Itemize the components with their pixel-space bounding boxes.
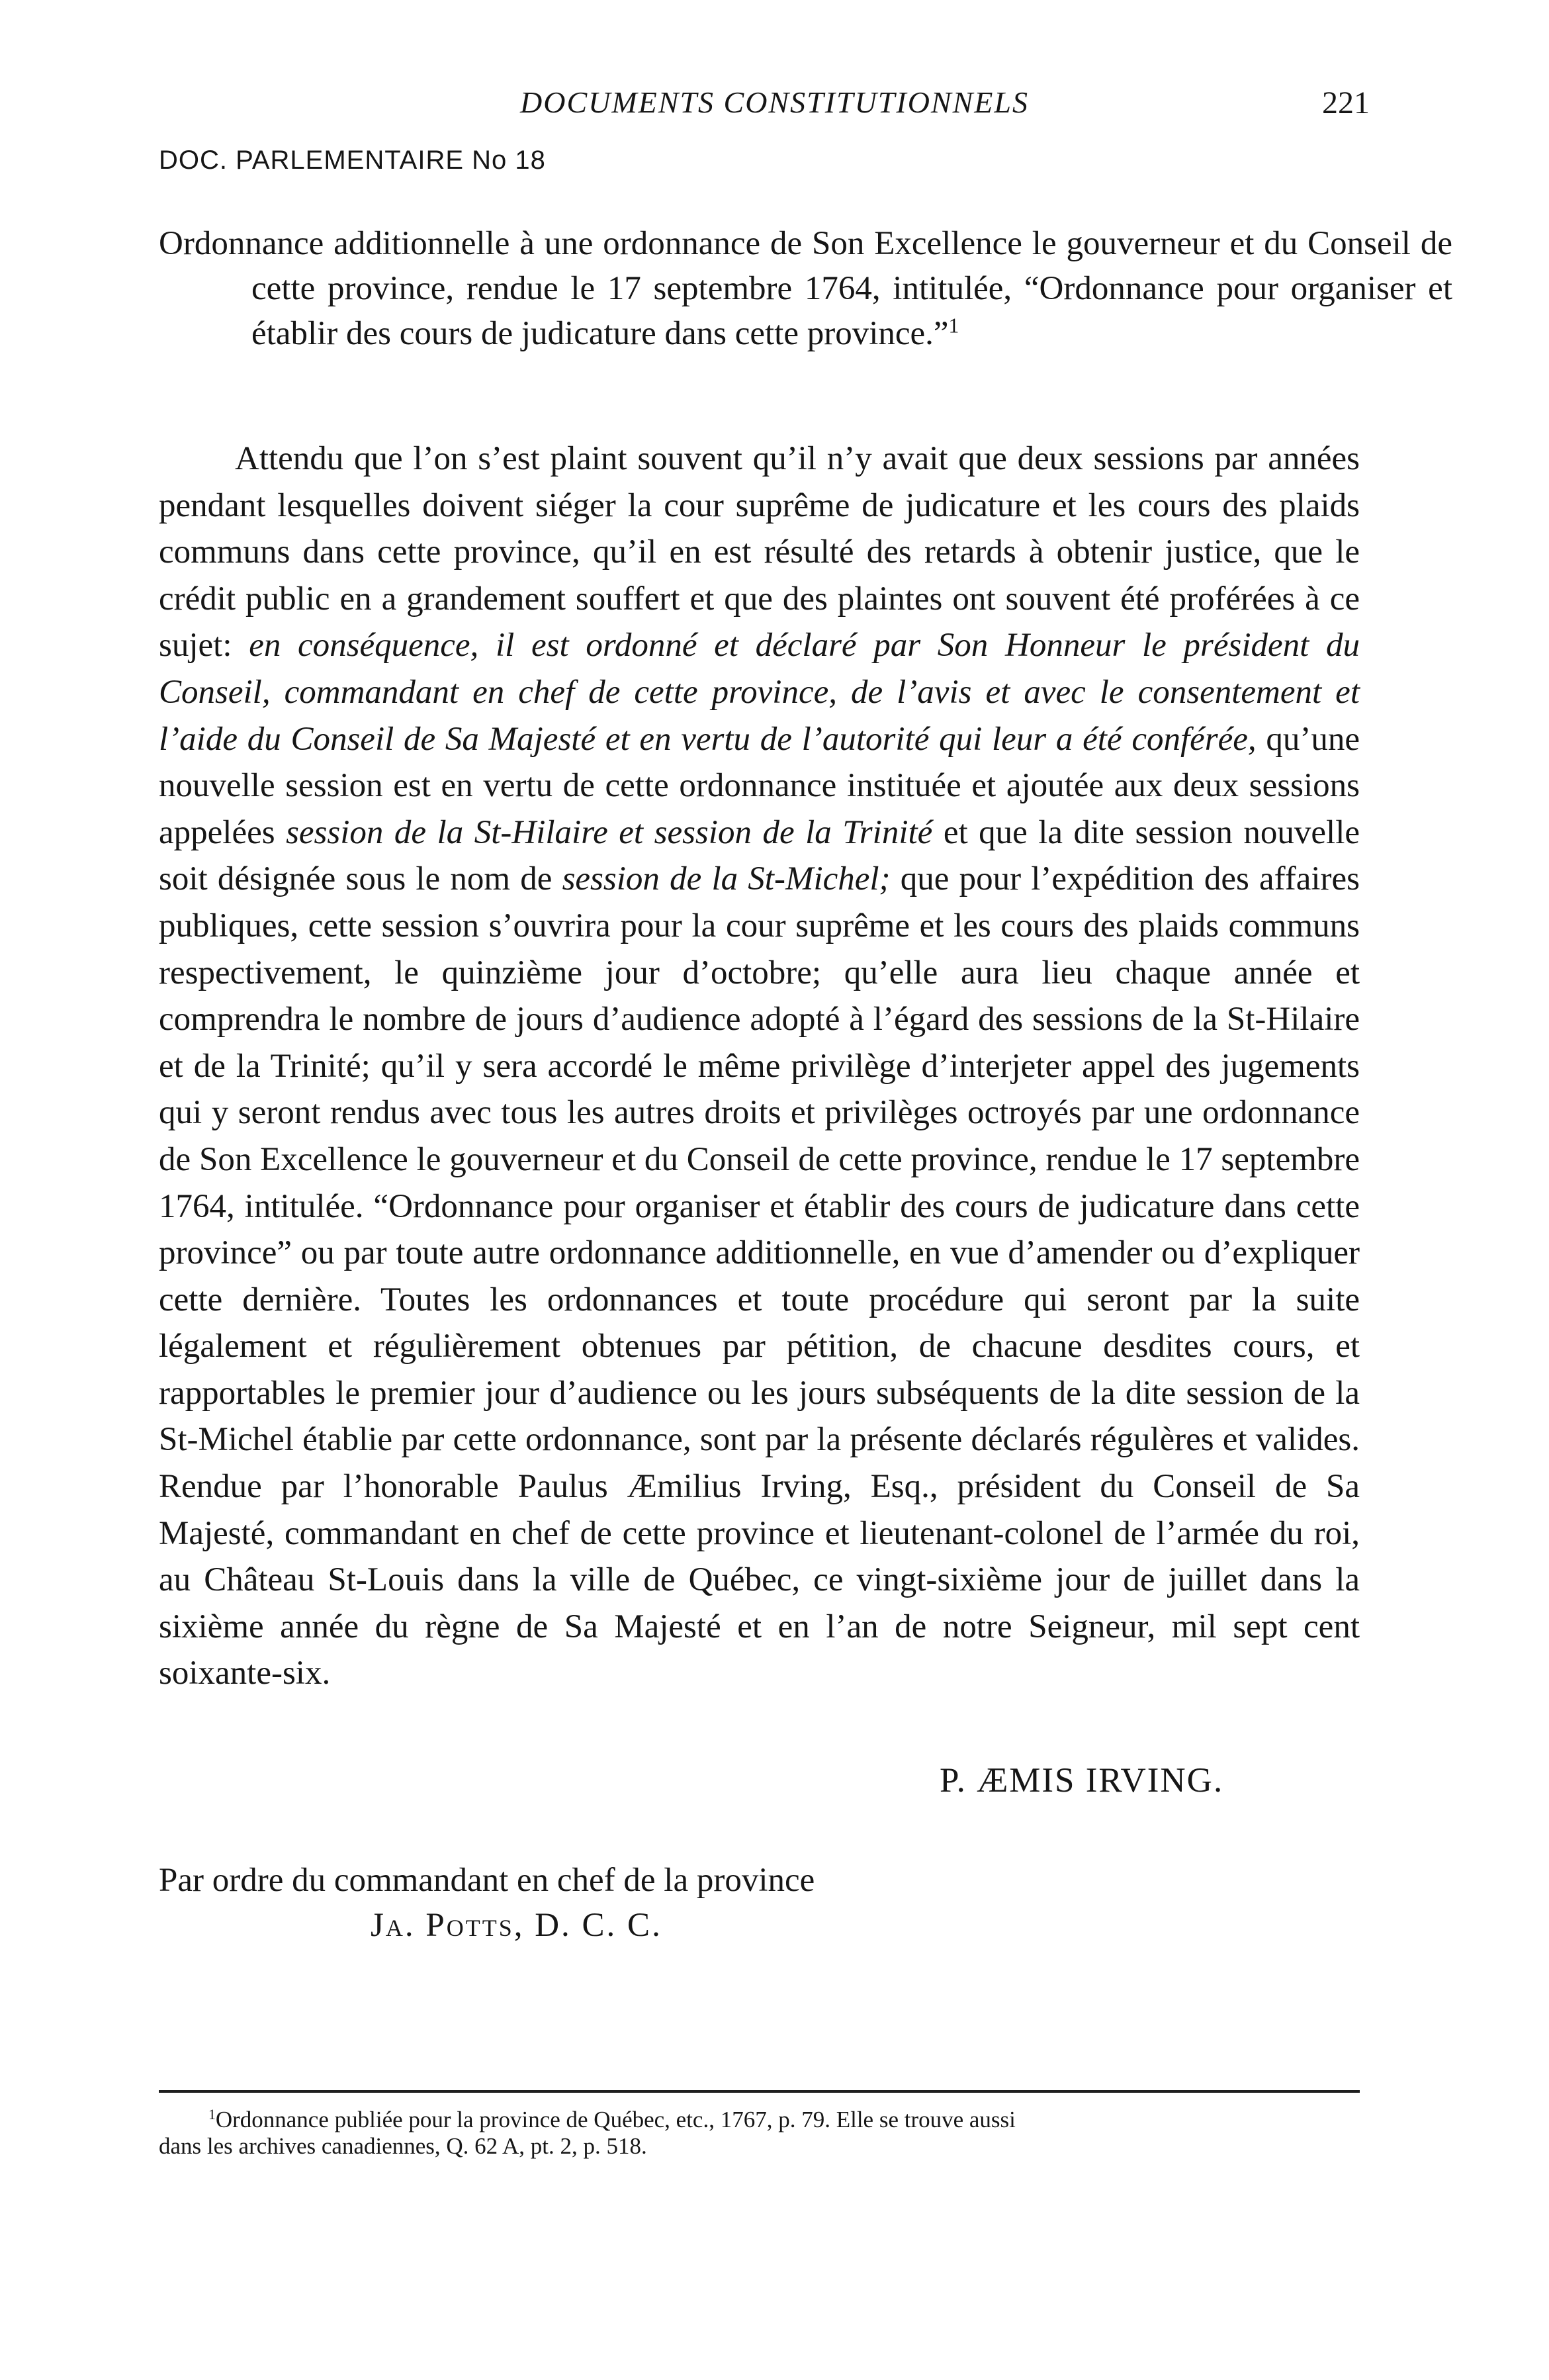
page-number: 221 [1322, 85, 1370, 120]
footnote-text-1: Ordonnance publiée pour la province de Québec, etc., 1767, p. 79. Elle se trouve aussi [215, 2107, 1016, 2132]
footnote-reference[interactable]: 1 [948, 314, 959, 338]
document-label: DOC. PARLEMENTAIRE No 18 [159, 146, 546, 175]
body-italic-1: en conséquence, il est ordonné et déclaré par Son Honneur le président du Conseil, commandant en chef de cette province, de l’avis et avec le consentement et l’aide du Conseil de Sa Majesté et en vertu de l’autorité qui leur a été conférée, [159, 627, 1360, 758]
footnote [159, 2107, 1360, 2160]
body-text-3: et que la dite session nouvelle soit désignée sous le nom de [159, 813, 1360, 898]
ordinance-title-text: Ordonnance additionnelle à une ordonnance de Son Excellence le gouverneur et du Conseil de cette province, rendue le 17 septembre 1764, intitulée, “Ordonnance pour organiser et établir des cours de judicature dans cette province.” [159, 225, 1452, 352]
running-title: DOCUMENTS CONSTITUTIONNELS [520, 85, 1029, 119]
body-italic-2: session de la St-Hilaire et session de la Trinité [286, 813, 933, 851]
body-text-1: Attendu que l’on s’est plaint souvent qu’il n’y avait que deux sessions par années pendant lesquelles doivent siéger la cour suprême de judicature et les cours des plaids communs dans cette province, qu’il en est résulté des retards à obtenir justice, que le crédit public en a grandement souffert et que des plaintes ont souvent été proférées à ce sujet: [159, 440, 1360, 664]
body-text-2: qu’une nouvelle session est en vertu de cette ordonnance instituée et ajoutée aux deux sessions appelées [159, 720, 1360, 851]
footnote-mark: 1 [208, 2107, 216, 2123]
attestation-signatory: Ja. Potts, D. C. C. [371, 1907, 662, 1944]
body-text-4: que pour l’expédition des affaires publiques, cette session s’ouvrira pour la cour suprême et les cours des plaids communs respectivement, le quinzième jour d’octobre; qu’elle aura lieu chaque année et comprendra le nombre de jours d’audience adopté à l’égard des sessions de la St-Hilaire et de la Trinité; qu’il y sera accordé le même privilège d’interjeter appel des jugements qui y seront rendus avec tous les autres droits et privilèges octroyés par une ordonnance de Son Excellence le gouverneur et du Conseil de cette province, rendue le 17 septembre 1764, intitulée. “Ordonnance pour organiser et établir des cours de judicature dans cette province” ou par toute autre ordonnance additionnelle, en vue d’amender ou d’expliquer cette dernière. Toutes les ordonnances et toute procédure qui seront par la suite légalement et régulièrement obtenues par pétition, de chacune desdites cours, et rapportables le premier jour d’audience ou les jours subséquents de la dite session de la St-Michel établie par cette ordonnance, sont par la présente déclarés régulères et valides. Rendue par l’honorable Paulus Æmilius Irving, Esq., président du Conseil de Sa Majesté, commandant en chef de cette province et lieutenant-colonel de l’armée du roi, au Château St-Louis dans la ville de Québec, ce vingt-sixième jour de juillet dans la sixième année du règne de Sa Majesté et en l’an de notre Seigneur, mil sept cent soixante-six. [159, 860, 1360, 1692]
body-italic-3: session de la St-Michel; [562, 860, 891, 898]
footnote-text-2: dans les archives canadiennes, Q. 62 A, pt. 2, p. 518. [159, 2133, 647, 2159]
signature: P. ÆMIS IRVING. [940, 1761, 1224, 1800]
ordinance-body [159, 435, 1360, 1697]
ordinance-title [159, 221, 1452, 356]
footnote-divider [159, 2090, 1360, 2093]
attestation-line: Par ordre du commandant en chef de la province [159, 1862, 815, 1899]
